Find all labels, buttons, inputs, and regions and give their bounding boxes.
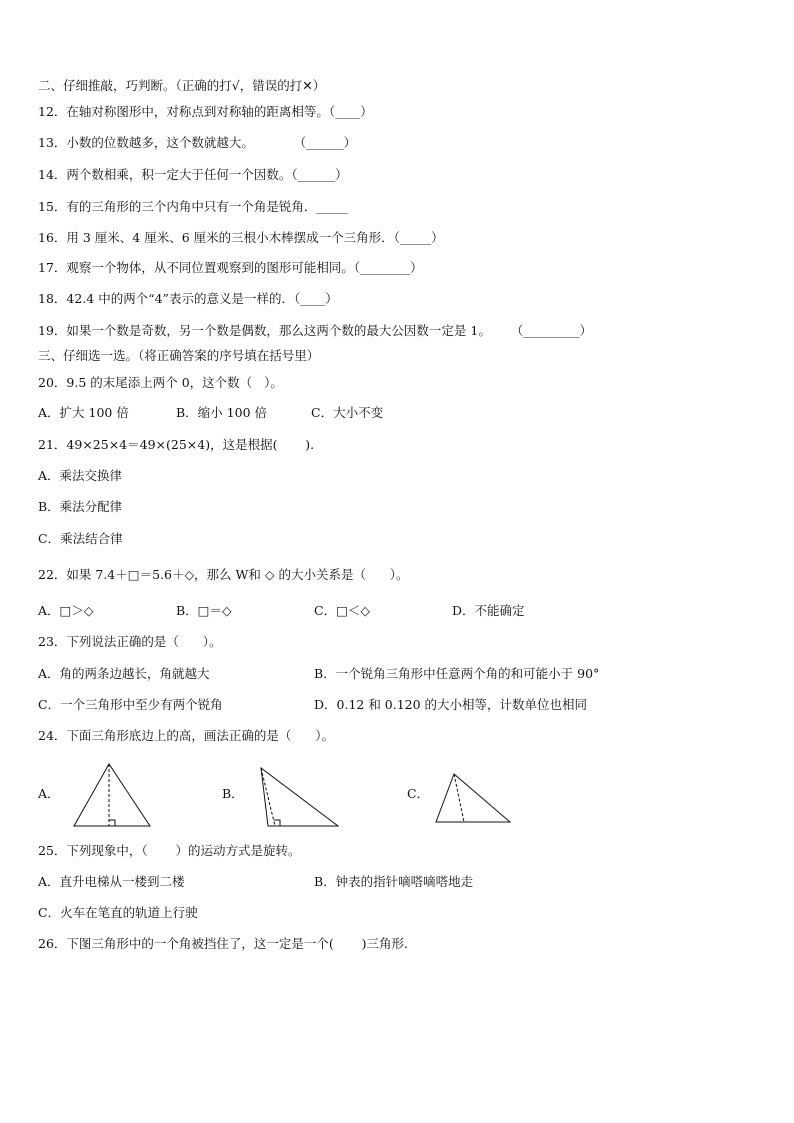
question-23-option-a: A．角的两条边越长，角就越大 xyxy=(38,666,210,681)
question-24-option-b: B． xyxy=(222,786,244,801)
question-20-option-c: C．大小不变 xyxy=(311,405,384,420)
section-two-heading: 二、仔细推敲，巧判断。（正确的打√，错误的打✕） xyxy=(38,78,326,93)
question-18: 18．42.4 中的两个“4”表示的意义是一样的．（____） xyxy=(38,291,338,306)
question-22-option-d: D．不能确定 xyxy=(452,603,525,618)
section-three-heading: 三、仔细选一选。（将正确答案的序号填在括号里） xyxy=(38,348,320,363)
question-23-option-b: B．一个锐角三角形中任意两个角的和可能小于 90° xyxy=(314,666,600,681)
question-24-option-c: C． xyxy=(407,786,430,801)
triangle-c-diagram xyxy=(434,772,512,824)
question-17: 17．观察一个物体，从不同位置观察到的图形可能相同。（________） xyxy=(38,260,423,275)
question-23-option-d: D．0.12 和 0.120 的大小相等，计数单位也相同 xyxy=(314,697,588,712)
question-25-option-a: A．直升电梯从一楼到二楼 xyxy=(38,874,185,889)
question-25-option-b: B．钟表的指针嘀嗒嘀嗒地走 xyxy=(314,874,474,889)
question-22-stem: 22．如果 7.4＋□＝5.6＋◇，那么 W和 ◇ 的大小关系是（ ）。 xyxy=(38,567,409,582)
question-23-option-c: C．一个三角形中至少有两个锐角 xyxy=(38,697,223,712)
triangle-c-outline xyxy=(436,774,510,822)
question-24-option-a: A． xyxy=(38,786,60,801)
triangle-b-diagram xyxy=(258,766,340,828)
question-21-option-a: A．乘法交换律 xyxy=(38,468,123,483)
question-16: 16．用 3 厘米、4 厘米、6 厘米的三根小木棒摆成一个三角形．（_____） xyxy=(38,230,444,245)
triangle-b-right-angle-mark xyxy=(274,820,280,826)
question-22-option-b: B．□＝◇ xyxy=(176,603,232,618)
question-20-option-a: A．扩大 100 倍 xyxy=(38,405,129,420)
question-25-stem: 25．下列现象中，（ ）的运动方式是旋转。 xyxy=(38,843,301,858)
question-21-option-b: B．乘法分配律 xyxy=(38,499,123,514)
question-22-option-c: C．□＜◇ xyxy=(314,603,370,618)
question-20-option-b: B．缩小 100 倍 xyxy=(176,405,267,420)
question-26-stem: 26．下图三角形中的一个角被挡住了，这一定是一个( )三角形. xyxy=(38,936,408,951)
question-12: 12．在轴对称图形中，对称点到对称轴的距离相等。（____） xyxy=(38,104,373,119)
question-21-stem: 21．49×25×4＝49×(25×4)，这是根据( ). xyxy=(38,437,315,452)
question-19: 19．如果一个数是奇数，另一个数是偶数，那么这两个数的最大公因数一定是 1。 （_________） xyxy=(38,323,592,338)
triangle-a-right-angle-mark xyxy=(109,820,115,826)
question-15: 15．有的三角形的三个内角中只有一个角是锐角．_____ xyxy=(38,199,348,214)
question-13: 13．小数的位数越多，这个数就越大。 （______） xyxy=(38,135,357,150)
question-24-stem: 24．下面三角形底边上的高，画法正确的是（ ）。 xyxy=(38,728,334,743)
question-21-option-c: C．乘法结合律 xyxy=(38,531,123,546)
question-25-option-c: C．火车在笔直的轨道上行驶 xyxy=(38,905,198,920)
question-14: 14．两个数相乘，积一定大于任何一个因数。（______） xyxy=(38,167,348,182)
question-23-stem: 23．下列说法正确的是（ ）。 xyxy=(38,634,222,649)
triangle-a-diagram xyxy=(72,762,152,828)
question-22-option-a: A．□＞◇ xyxy=(38,603,94,618)
triangle-a-outline xyxy=(74,764,150,826)
question-20-stem: 20．9.5 的末尾添上两个 0，这个数（ ）。 xyxy=(38,375,283,390)
